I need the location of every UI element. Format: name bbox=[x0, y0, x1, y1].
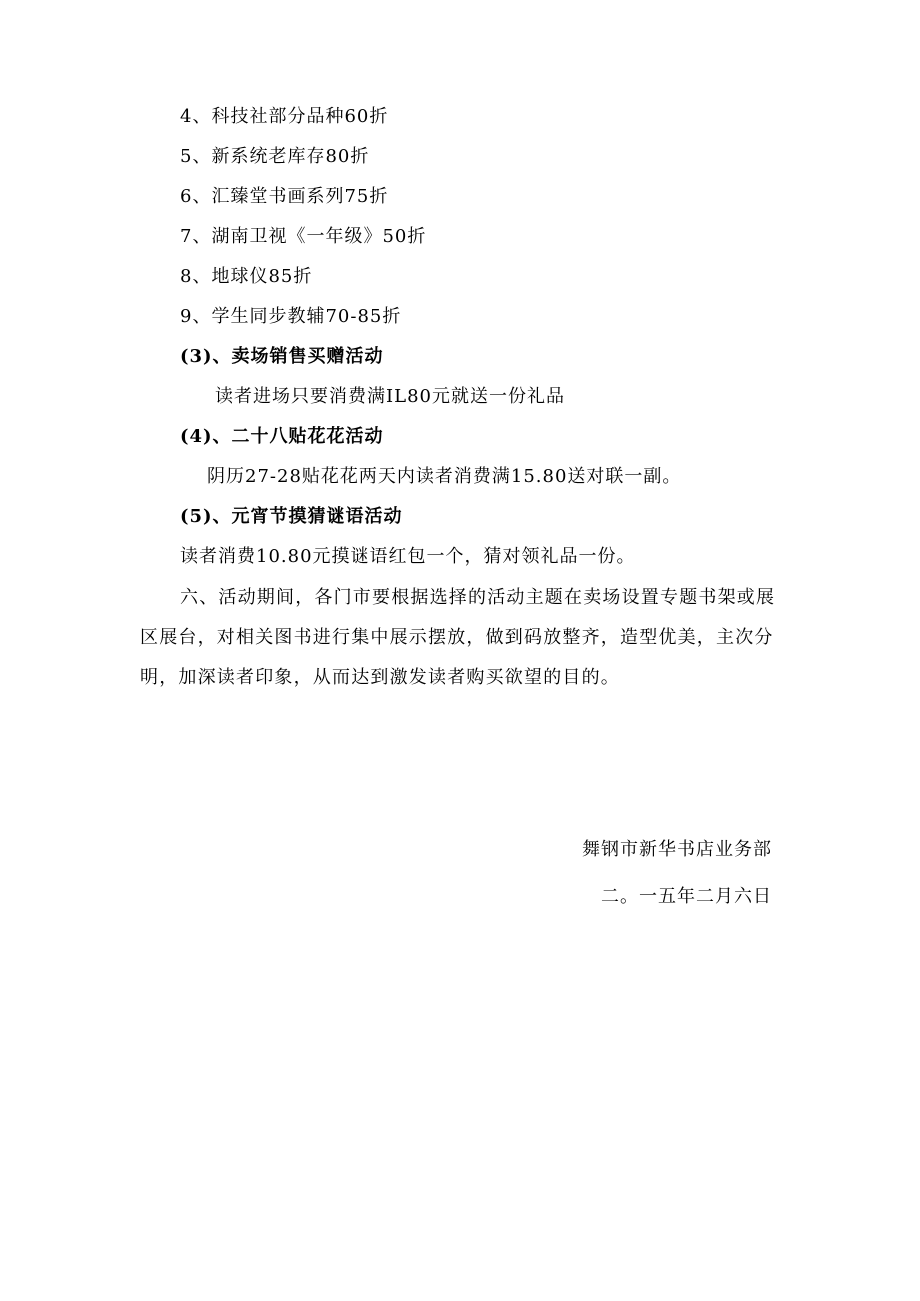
list-item: 7、湖南卫视《一年级》50折 bbox=[180, 226, 427, 247]
paragraph-six: 六、活动期间，各门市要根据选择的活动主题在卖场设置专题书架或展区展台，对相关图书进行集中展示摆放，做到码放整齐，造型优美，主次分明，加深读者印象，从而达到激发读者购买欲望的目的。 bbox=[140, 587, 776, 688]
signature-organization: 舞钢市新华书店业务部 bbox=[582, 839, 772, 860]
list-item: 4、科技社部分品种60折 bbox=[180, 106, 389, 127]
signature-date: 二。一五年二月六日 bbox=[601, 886, 772, 907]
section-text: 读者进场只要消费满IL80元就送一份礼品 bbox=[215, 386, 565, 407]
section-text: 阴历27-28贴花花两天内读者消费满15.80送对联一副。 bbox=[207, 466, 682, 487]
section-text: 读者消费10.80元摸谜语红包一个，猜对领礼品一份。 bbox=[180, 546, 636, 567]
list-item: 9、学生同步教辅70-85折 bbox=[180, 306, 402, 327]
list-item: 8、地球仪85折 bbox=[180, 266, 313, 287]
section-heading: (3)、卖场销售买赠活动 bbox=[180, 346, 384, 367]
list-item: 5、新系统老库存80折 bbox=[180, 146, 370, 167]
list-item: 6、汇臻堂书画系列75折 bbox=[180, 186, 389, 207]
section-heading: (5)、元宵节摸猜谜语活动 bbox=[180, 506, 403, 527]
section-heading: (4)、二十八贴花花活动 bbox=[180, 426, 384, 447]
